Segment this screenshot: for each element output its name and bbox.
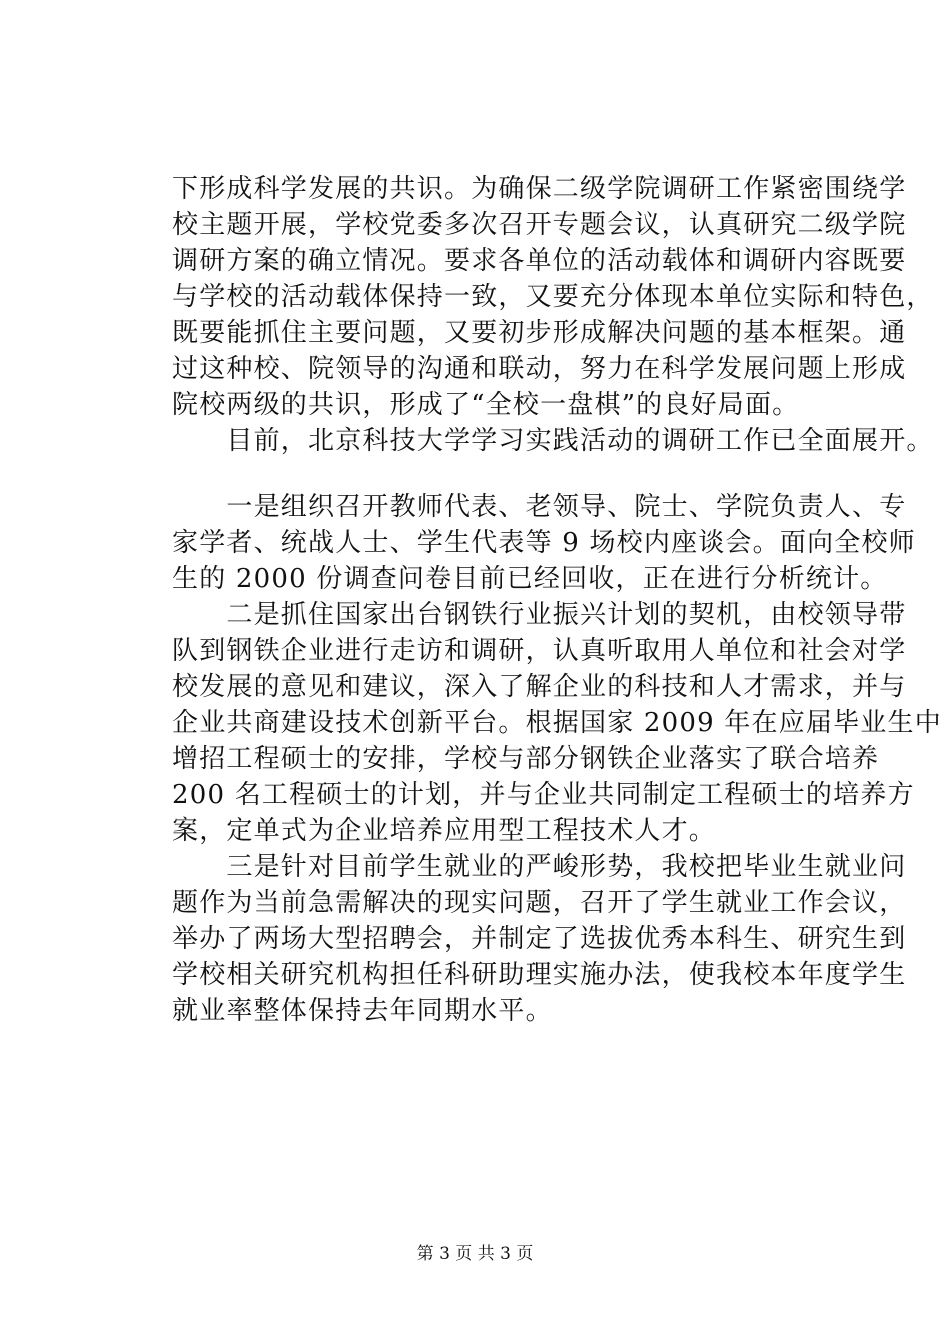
text-line: 一是组织召开教师代表、老领导、院士、学院负责人、专 [172, 492, 907, 522]
text-line: 调研方案的确立情况。要求各单位的活动载体和调研内容既要 [172, 246, 907, 276]
text-line: 下形成科学发展的共识。为确保二级学院调研工作紧密围绕学 [172, 174, 907, 204]
text-line: 二是抓住国家出台钢铁行业振兴计划的契机，由校领导带 [172, 600, 907, 630]
page-footer: 第 3 页 共 3 页 [416, 1244, 534, 1264]
text-line: 举办了两场大型招聘会，并制定了选拔优秀本科生、研究生到 [172, 924, 907, 954]
text-line: 200 名工程硕士的计划，并与企业共同制定工程硕士的培养方 [172, 780, 915, 810]
text-line: 增招工程硕士的安排，学校与部分钢铁企业落实了联合培养 [172, 744, 880, 774]
text-line: 案，定单式为企业培养应用型工程技术人才。 [172, 816, 717, 846]
text-line: 学校相关研究机构担任科研助理实施办法，使我校本年度学生 [172, 960, 907, 990]
text-line: 目前，北京科技大学学习实践活动的调研工作已全面展开。 [172, 426, 934, 456]
text-line: 院校两级的共识，形成了“全校一盘棋”的良好局面。 [172, 390, 800, 420]
text-line: 过这种校、院领导的沟通和联动，努力在科学发展问题上形成 [172, 354, 907, 384]
text-line: 生的 2000 份调查问卷目前已经回收，正在进行分析统计。 [172, 564, 888, 594]
text-line: 队到钢铁企业进行走访和调研，认真听取用人单位和社会对学 [172, 636, 907, 666]
text-line: 与学校的活动载体保持一致，又要充分体现本单位实际和特色， [172, 282, 934, 312]
text-line: 三是针对目前学生就业的严峻形势，我校把毕业生就业问 [172, 852, 907, 882]
text-line: 就业率整体保持去年同期水平。 [172, 996, 553, 1026]
text-line: 企业共商建设技术创新平台。根据国家 2009 年在应届毕业生中 [172, 708, 942, 738]
text-line: 校发展的意见和建议，深入了解企业的科技和人才需求，并与 [172, 672, 907, 702]
text-line: 既要能抓住主要问题，又要初步形成解决问题的基本框架。通 [172, 318, 907, 348]
text-line: 家学者、统战人士、学生代表等 9 场校内座谈会。面向全校师 [172, 528, 916, 558]
text-line: 题作为当前急需解决的现实问题，召开了学生就业工作会议， [172, 888, 907, 918]
text-line: 校主题开展，学校党委多次召开专题会议，认真研究二级学院 [172, 210, 907, 240]
